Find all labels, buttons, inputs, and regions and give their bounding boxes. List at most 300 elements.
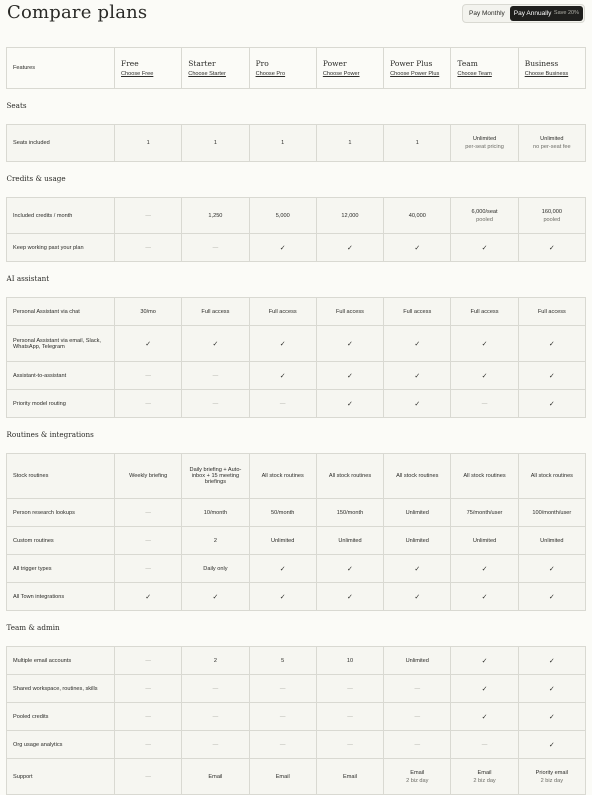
cell-value: 160,000 bbox=[541, 208, 562, 215]
plan-value-cell bbox=[182, 298, 249, 326]
cell-value: 2 bbox=[213, 537, 217, 544]
plan-value-cell bbox=[182, 499, 249, 527]
save-badge: Save 20% bbox=[553, 10, 579, 16]
dash-icon: — bbox=[347, 713, 353, 720]
section-gap bbox=[7, 445, 586, 454]
cell-value: Unlimited bbox=[472, 537, 497, 544]
plan-value-cell bbox=[384, 647, 451, 675]
cell-value: 1 bbox=[415, 140, 419, 146]
check-icon: ✓ bbox=[481, 340, 488, 348]
section-title: AI assistant bbox=[6, 274, 50, 283]
plan-header-row bbox=[7, 48, 586, 89]
cell-subtext: no per-seat fee bbox=[533, 144, 571, 150]
cell-value: 40,000 bbox=[408, 212, 426, 219]
plan-value-cell bbox=[316, 198, 383, 234]
plan-value-cell bbox=[316, 362, 383, 390]
plan-value-cell bbox=[182, 326, 249, 362]
plan-value-cell bbox=[249, 298, 316, 326]
cell-value: Unlimited bbox=[540, 537, 564, 544]
feature-label: Keep working past your plan bbox=[7, 234, 115, 262]
plan-value-cell bbox=[451, 703, 518, 731]
check-icon: ✓ bbox=[279, 340, 286, 348]
cell-value: 1 bbox=[281, 140, 285, 146]
cell-value: 1,250 bbox=[208, 212, 223, 219]
table-row bbox=[7, 759, 586, 795]
plan-value-cell bbox=[316, 675, 383, 703]
cell-value: 50/month bbox=[271, 509, 295, 516]
cell-subtext: 2 biz day bbox=[540, 777, 564, 784]
check-icon: ✓ bbox=[548, 400, 555, 408]
choose-free-link[interactable]: Choose Free bbox=[121, 71, 154, 77]
feature-label: Seats included bbox=[7, 125, 115, 162]
pay-monthly-option[interactable]: Pay Monthly bbox=[469, 10, 505, 17]
plan-value-cell bbox=[518, 298, 585, 326]
cell-value: All stock routines bbox=[463, 473, 506, 479]
dash-icon: — bbox=[279, 713, 286, 720]
check-icon: ✓ bbox=[481, 244, 488, 252]
section-header-row bbox=[7, 89, 586, 117]
section-header-cell bbox=[7, 162, 586, 190]
plan-value-cell bbox=[384, 362, 451, 390]
plan-name: Power Plus bbox=[390, 59, 433, 68]
table-row bbox=[7, 583, 586, 611]
cell-value: 10 bbox=[346, 657, 354, 664]
plan-value-cell bbox=[518, 234, 585, 262]
check-icon: ✓ bbox=[414, 244, 421, 252]
feature-label: Priority model routing bbox=[7, 390, 115, 418]
plan-value-cell bbox=[384, 583, 451, 611]
dash-icon: — bbox=[347, 741, 353, 748]
plan-value-cell bbox=[384, 326, 451, 362]
cell-value: Full access bbox=[537, 308, 566, 315]
table-row bbox=[7, 125, 586, 162]
plan-value-cell bbox=[249, 499, 316, 527]
plan-value-cell bbox=[115, 198, 182, 234]
dash-icon: — bbox=[145, 657, 151, 664]
check-icon: ✓ bbox=[414, 565, 421, 573]
cell-value: Full access bbox=[335, 308, 364, 315]
cell-value: 1 bbox=[146, 140, 150, 146]
cell-value: 6,000/seat bbox=[471, 208, 498, 215]
table-row bbox=[7, 499, 586, 527]
plan-value-cell bbox=[384, 759, 451, 795]
plan-value-cell bbox=[182, 198, 249, 234]
dash-icon: — bbox=[414, 741, 421, 748]
feature-label: Pooled credits bbox=[7, 703, 115, 731]
plan-value-cell bbox=[182, 731, 249, 759]
plan-value-cell bbox=[518, 454, 585, 499]
cell-value: Weekly briefing bbox=[129, 473, 168, 479]
plan-value-cell bbox=[451, 555, 518, 583]
plan-value-cell bbox=[115, 555, 182, 583]
dash-icon: — bbox=[145, 741, 151, 748]
plan-value-cell bbox=[451, 583, 518, 611]
dash-icon: — bbox=[481, 400, 488, 407]
dash-icon: — bbox=[145, 537, 151, 544]
plan-value-cell bbox=[451, 499, 518, 527]
plan-value-cell bbox=[451, 198, 518, 234]
section-gap-cell bbox=[7, 189, 586, 198]
plan-value-cell bbox=[451, 759, 518, 795]
plan-value-cell bbox=[518, 125, 585, 162]
compare-table bbox=[6, 47, 586, 795]
plan-value-cell bbox=[316, 125, 383, 162]
plan-value-cell bbox=[451, 298, 518, 326]
plan-value-cell bbox=[115, 583, 182, 611]
plan-value-cell bbox=[182, 675, 249, 703]
table-row bbox=[7, 703, 586, 731]
plan-value-cell bbox=[316, 647, 383, 675]
check-icon: ✓ bbox=[279, 565, 286, 573]
cell-value: 10/month bbox=[203, 509, 228, 516]
plan-value-cell bbox=[316, 555, 383, 583]
plan-value-cell bbox=[182, 454, 249, 499]
plan-value-cell bbox=[115, 675, 182, 703]
plan-value-cell bbox=[249, 454, 316, 499]
plan-value-cell bbox=[249, 675, 316, 703]
plan-header-free bbox=[115, 48, 182, 89]
plan-value-cell bbox=[115, 298, 182, 326]
dash-icon: — bbox=[145, 565, 151, 572]
dash-icon: — bbox=[212, 685, 219, 692]
check-icon: ✓ bbox=[548, 372, 555, 380]
plan-value-cell bbox=[316, 703, 383, 731]
plan-value-cell bbox=[451, 647, 518, 675]
plan-value-cell bbox=[384, 234, 451, 262]
plan-value-cell bbox=[518, 326, 585, 362]
check-icon: ✓ bbox=[481, 593, 488, 601]
plan-value-cell bbox=[249, 390, 316, 418]
plan-value-cell bbox=[249, 125, 316, 162]
cell-value: Unlimited bbox=[405, 537, 429, 544]
cell-value: Email bbox=[477, 769, 492, 776]
features-header: Features bbox=[7, 48, 115, 89]
cell-subtext: 2 biz day bbox=[406, 777, 429, 784]
choose-business-link[interactable]: Choose Business bbox=[524, 71, 569, 77]
check-icon: ✓ bbox=[548, 565, 555, 573]
section-title: Routines & integrations bbox=[6, 430, 94, 439]
cell-value: Daily briefing + Auto-inbox + 15 meeting briefings bbox=[189, 467, 242, 485]
check-icon: ✓ bbox=[548, 713, 555, 721]
plan-value-cell bbox=[384, 675, 451, 703]
plan-value-cell bbox=[249, 326, 316, 362]
plan-value-cell bbox=[451, 362, 518, 390]
plan-value-cell bbox=[451, 675, 518, 703]
cell-value: Priority email bbox=[535, 769, 568, 776]
table-row bbox=[7, 390, 586, 418]
plan-value-cell bbox=[249, 647, 316, 675]
plan-value-cell bbox=[249, 555, 316, 583]
cell-value: Email bbox=[342, 773, 357, 780]
dash-icon: — bbox=[279, 685, 286, 692]
check-icon: ✓ bbox=[347, 244, 353, 252]
dash-icon: — bbox=[145, 212, 151, 219]
section-gap bbox=[7, 638, 586, 647]
feature-label: All trigger types bbox=[7, 555, 115, 583]
plan-value-cell bbox=[451, 527, 518, 555]
plan-value-cell bbox=[115, 234, 182, 262]
plan-header-team bbox=[451, 48, 518, 89]
plan-value-cell bbox=[182, 390, 249, 418]
plan-value-cell bbox=[384, 198, 451, 234]
dash-icon: — bbox=[145, 713, 151, 720]
section-header-cell bbox=[7, 262, 586, 290]
section-gap bbox=[7, 116, 586, 125]
plan-value-cell bbox=[316, 499, 383, 527]
plan-value-cell bbox=[316, 759, 383, 795]
plan-value-cell bbox=[518, 390, 585, 418]
dash-icon: — bbox=[481, 741, 488, 748]
check-icon: ✓ bbox=[481, 565, 488, 573]
check-icon: ✓ bbox=[279, 593, 286, 601]
pay-annually-option[interactable] bbox=[510, 6, 583, 21]
cell-value: 75/month/user bbox=[466, 509, 503, 516]
section-gap bbox=[7, 189, 586, 198]
plan-name: Team bbox=[457, 59, 478, 68]
dash-icon: — bbox=[279, 741, 286, 748]
dash-icon: — bbox=[145, 773, 151, 780]
plan-value-cell bbox=[115, 759, 182, 795]
plan-value-cell bbox=[451, 326, 518, 362]
check-icon: ✓ bbox=[347, 400, 353, 408]
table-row bbox=[7, 198, 586, 234]
section-title: Seats bbox=[6, 101, 27, 110]
plan-value-cell bbox=[518, 527, 585, 555]
plan-name: Starter bbox=[188, 59, 216, 68]
cell-value: All stock routines bbox=[261, 473, 304, 479]
feature-label: Personal Assistant via chat bbox=[7, 298, 115, 326]
plan-value-cell bbox=[182, 362, 249, 390]
cell-value: Full access bbox=[268, 308, 297, 315]
pay-annually-label: Pay Annually bbox=[513, 10, 552, 17]
choose-starter-link[interactable]: Choose Starter bbox=[188, 71, 226, 77]
check-icon: ✓ bbox=[548, 685, 555, 693]
cell-value: 100/month/user bbox=[532, 509, 572, 516]
plan-value-cell bbox=[384, 555, 451, 583]
section-header-row bbox=[7, 262, 586, 290]
cell-value: Full access bbox=[201, 308, 230, 315]
check-icon: ✓ bbox=[279, 244, 286, 252]
plan-value-cell bbox=[316, 454, 383, 499]
check-icon: ✓ bbox=[481, 372, 488, 380]
table-row bbox=[7, 234, 586, 262]
cell-subtext: pooled bbox=[476, 216, 493, 223]
check-icon: ✓ bbox=[414, 400, 421, 408]
section-header-row bbox=[7, 162, 586, 190]
plan-value-cell bbox=[115, 647, 182, 675]
plan-value-cell bbox=[249, 731, 316, 759]
section-gap-cell bbox=[7, 638, 586, 647]
plan-value-cell bbox=[316, 527, 383, 555]
cell-value: Unlimited bbox=[540, 136, 564, 142]
plan-value-cell bbox=[115, 703, 182, 731]
plan-name: Business bbox=[524, 59, 559, 68]
check-icon: ✓ bbox=[414, 593, 421, 601]
choose-team-link[interactable]: Choose Team bbox=[457, 71, 492, 77]
table-row bbox=[7, 326, 586, 362]
cell-value: Full access bbox=[470, 308, 499, 315]
dash-icon: — bbox=[212, 400, 219, 407]
dash-icon: — bbox=[212, 244, 219, 251]
section-gap-cell bbox=[7, 289, 586, 298]
cell-value: Unlimited bbox=[405, 657, 429, 664]
plan-value-cell bbox=[115, 527, 182, 555]
cell-value: Full access bbox=[403, 308, 432, 315]
section-header-row bbox=[7, 611, 586, 639]
check-icon: ✓ bbox=[347, 372, 353, 380]
check-icon: ✓ bbox=[347, 593, 353, 601]
feature-label: Stock routines bbox=[7, 454, 115, 499]
plan-value-cell bbox=[518, 499, 585, 527]
plan-value-cell bbox=[249, 198, 316, 234]
plan-value-cell bbox=[182, 583, 249, 611]
cell-subtext: 2 biz day bbox=[473, 777, 496, 784]
billing-toggle bbox=[462, 4, 585, 23]
plan-value-cell bbox=[115, 362, 182, 390]
plan-value-cell bbox=[451, 234, 518, 262]
plan-value-cell bbox=[384, 527, 451, 555]
plan-value-cell bbox=[249, 362, 316, 390]
plan-value-cell bbox=[316, 583, 383, 611]
choose-power-plus-link[interactable]: Choose Power Plus bbox=[390, 71, 440, 77]
cell-value: Unlimited bbox=[405, 509, 429, 516]
cell-value: 1 bbox=[213, 140, 217, 146]
plan-value-cell bbox=[115, 125, 182, 162]
section-header-cell bbox=[7, 89, 586, 117]
dash-icon: — bbox=[145, 400, 151, 407]
plan-value-cell bbox=[518, 198, 585, 234]
check-icon: ✓ bbox=[481, 713, 488, 721]
plan-value-cell bbox=[384, 298, 451, 326]
cell-value: All stock routines bbox=[530, 473, 573, 479]
dash-icon: — bbox=[414, 685, 421, 692]
check-icon: ✓ bbox=[347, 565, 353, 573]
dash-icon: — bbox=[279, 400, 286, 407]
choose-pro-link[interactable]: Choose Pro bbox=[255, 71, 286, 77]
check-icon: ✓ bbox=[347, 340, 353, 348]
check-icon: ✓ bbox=[414, 372, 421, 380]
cell-value: 1 bbox=[348, 140, 352, 146]
plan-value-cell bbox=[316, 731, 383, 759]
cell-value: Daily only bbox=[203, 565, 228, 572]
table-body bbox=[7, 89, 586, 795]
section-title: Team & admin bbox=[6, 623, 60, 632]
plan-value-cell bbox=[518, 759, 585, 795]
plan-value-cell bbox=[182, 125, 249, 162]
dash-icon: — bbox=[145, 244, 151, 251]
dash-icon: — bbox=[414, 713, 421, 720]
section-header-row bbox=[7, 418, 586, 446]
cell-value: All stock routines bbox=[328, 473, 372, 479]
cell-value: 2 bbox=[213, 657, 217, 664]
plan-value-cell bbox=[249, 234, 316, 262]
feature-label: Multiple email accounts bbox=[7, 647, 115, 675]
cell-subtext: pooled bbox=[543, 216, 561, 223]
plan-value-cell bbox=[518, 555, 585, 583]
plan-value-cell bbox=[384, 499, 451, 527]
table-row bbox=[7, 362, 586, 390]
plan-header-power bbox=[316, 48, 383, 89]
section-gap-cell bbox=[7, 116, 586, 125]
table-row bbox=[7, 454, 586, 499]
check-icon: ✓ bbox=[145, 593, 152, 601]
plan-value-cell bbox=[518, 703, 585, 731]
plan-value-cell bbox=[182, 703, 249, 731]
plan-value-cell bbox=[182, 234, 249, 262]
dash-icon: — bbox=[212, 713, 219, 720]
cell-value: 12,000 bbox=[341, 212, 359, 219]
check-icon: ✓ bbox=[548, 340, 555, 348]
check-icon: ✓ bbox=[481, 685, 488, 693]
feature-label: Assistant-to-assistant bbox=[7, 362, 115, 390]
feature-label: Person research lookups bbox=[7, 499, 115, 527]
dash-icon: — bbox=[212, 741, 219, 748]
check-icon: ✓ bbox=[414, 340, 421, 348]
plan-value-cell bbox=[384, 390, 451, 418]
feature-label: Included credits / month bbox=[7, 198, 115, 234]
feature-label: All Town integrations bbox=[7, 583, 115, 611]
check-icon: ✓ bbox=[145, 340, 152, 348]
cell-value: Unlimited bbox=[338, 537, 362, 544]
plan-value-cell bbox=[182, 647, 249, 675]
plan-value-cell bbox=[451, 390, 518, 418]
plan-value-cell bbox=[316, 298, 383, 326]
check-icon: ✓ bbox=[548, 657, 555, 665]
section-gap-cell bbox=[7, 445, 586, 454]
feature-label: Personal Assistant via email, Slack, WhatsApp, Telegram bbox=[7, 326, 115, 362]
section-gap bbox=[7, 289, 586, 298]
table-row bbox=[7, 555, 586, 583]
plan-value-cell bbox=[451, 125, 518, 162]
plan-value-cell bbox=[182, 759, 249, 795]
plan-header-business bbox=[518, 48, 585, 89]
plan-value-cell bbox=[249, 583, 316, 611]
section-header-cell bbox=[7, 418, 586, 446]
plan-value-cell bbox=[384, 703, 451, 731]
plan-value-cell bbox=[249, 759, 316, 795]
plan-value-cell bbox=[518, 731, 585, 759]
dash-icon: — bbox=[145, 372, 151, 379]
plan-value-cell bbox=[384, 454, 451, 499]
cell-value: Unlimited bbox=[271, 537, 295, 544]
check-icon: ✓ bbox=[548, 593, 555, 601]
plan-value-cell bbox=[182, 555, 249, 583]
dash-icon: — bbox=[145, 509, 151, 516]
plan-name: Power bbox=[322, 59, 347, 68]
dash-icon: — bbox=[347, 685, 353, 692]
plan-name: Free bbox=[121, 59, 139, 68]
cell-value: All stock routines bbox=[396, 473, 439, 479]
cell-value: 5 bbox=[281, 657, 285, 664]
plan-header-power-plus bbox=[384, 48, 451, 89]
plan-value-cell bbox=[249, 703, 316, 731]
section-header-cell bbox=[7, 611, 586, 639]
plan-value-cell bbox=[384, 125, 451, 162]
table-row bbox=[7, 647, 586, 675]
table-row bbox=[7, 527, 586, 555]
cell-subtext: per-seat pricing bbox=[465, 144, 504, 150]
choose-power-link[interactable]: Choose Power bbox=[322, 71, 360, 77]
plan-value-cell bbox=[316, 390, 383, 418]
feature-label: Custom routines bbox=[7, 527, 115, 555]
plan-value-cell bbox=[518, 362, 585, 390]
plan-value-cell bbox=[518, 647, 585, 675]
check-icon: ✓ bbox=[212, 593, 219, 601]
table-row bbox=[7, 675, 586, 703]
plan-value-cell bbox=[182, 527, 249, 555]
check-icon: ✓ bbox=[548, 244, 555, 252]
check-icon: ✓ bbox=[481, 657, 488, 665]
